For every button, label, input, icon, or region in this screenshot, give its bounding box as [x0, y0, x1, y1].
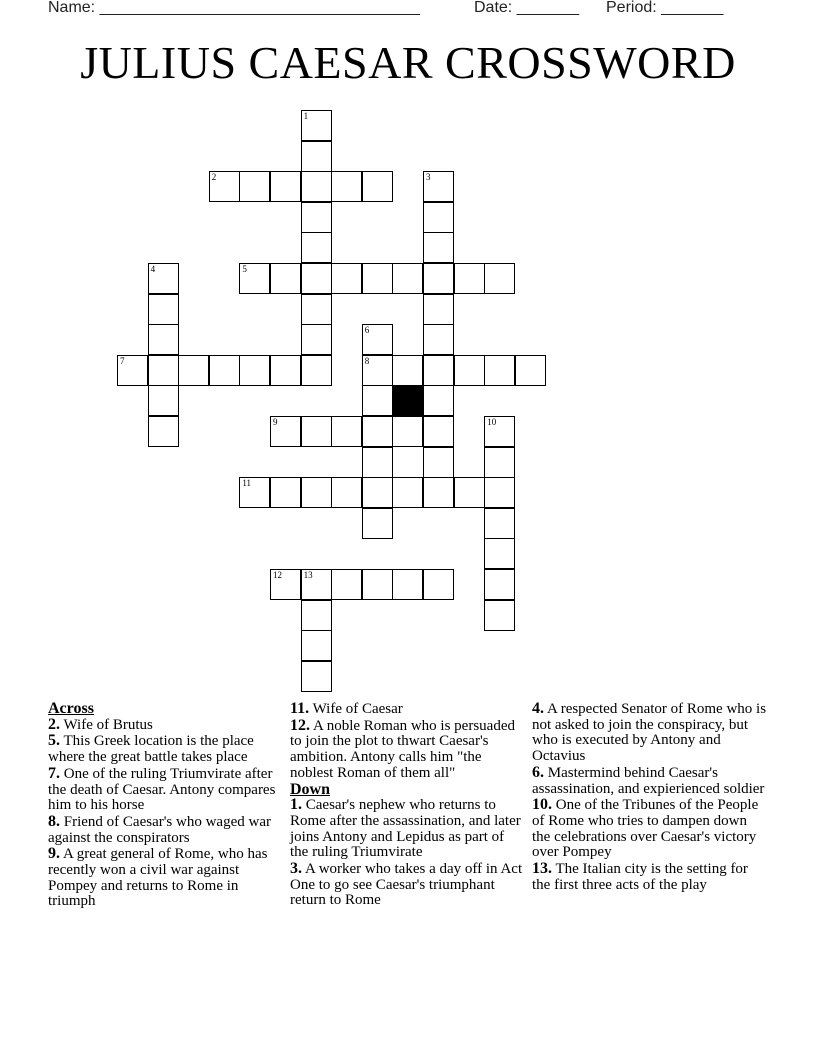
clue-text: A worker who takes a day off in Act One to go see Caesar's triumphant return to Rome [290, 861, 523, 909]
grid-cell[interactable] [331, 263, 362, 294]
cell-number: 1 [303, 111, 309, 121]
grid-cell[interactable] [423, 569, 454, 600]
grid-cell[interactable] [484, 263, 515, 294]
grid-cell[interactable] [301, 232, 332, 263]
grid-cell[interactable] [148, 355, 179, 386]
cell-number: 5 [242, 264, 247, 274]
clue-text: Friend of Caesar's who waged war against the conspirators [48, 813, 271, 846]
grid-cell[interactable] [362, 569, 393, 600]
clue-number: 11. [290, 700, 310, 717]
cell-number: 11 [242, 478, 252, 489]
clue-text: One of the ruling Triumvirate after the death of Caesar. Antony compares him to his horse [48, 765, 276, 814]
cell-number: 12 [273, 570, 282, 580]
grid-cell[interactable] [454, 263, 485, 294]
grid-cell[interactable] [392, 569, 423, 600]
grid-cell[interactable] [423, 232, 454, 263]
grid-cell[interactable] [239, 171, 270, 202]
grid-cell[interactable] [362, 171, 393, 202]
cell-number: 10 [487, 417, 497, 427]
clue-text: A noble Roman who is persuaded to join the plot to thwart Caesar's ambition. Antony calls him "the noblest Roman of them all" [290, 717, 515, 781]
clue-number: 3. [290, 860, 302, 878]
grid-cell[interactable] [484, 538, 515, 569]
grid-cell[interactable] [423, 324, 454, 355]
clue-number: 12. [290, 716, 310, 734]
grid-cell[interactable] [301, 630, 332, 661]
grid-cell[interactable] [331, 477, 362, 508]
clue-down-1 [290, 797, 526, 861]
grid-cell[interactable] [301, 110, 332, 141]
grid-cell[interactable] [454, 477, 485, 508]
clue-number: 13. [532, 860, 552, 878]
grid-cell[interactable] [117, 355, 148, 386]
grid-cell[interactable] [423, 171, 454, 202]
grid-cell[interactable] [392, 355, 423, 386]
grid-cell[interactable] [209, 171, 240, 202]
cell-number: 7 [120, 355, 125, 366]
grid-cell[interactable] [301, 141, 332, 172]
date-field[interactable]: Date: _______ [474, 0, 579, 16]
grid-cell[interactable] [331, 171, 362, 202]
grid-cell[interactable] [301, 416, 332, 447]
grid-cell[interactable] [301, 171, 332, 202]
grid-cell[interactable] [423, 447, 454, 478]
clue-across-8 [48, 814, 284, 846]
clue-column-1 [48, 701, 284, 910]
grid-cell[interactable] [484, 600, 515, 631]
cell-number: 6 [364, 325, 370, 336]
cell-number: 9 [273, 417, 278, 427]
cell-number: 2 [211, 172, 217, 183]
grid-cell[interactable] [331, 416, 362, 447]
across-heading: Across [48, 700, 94, 717]
grid-cell[interactable] [423, 477, 454, 508]
clue-across-9 [48, 846, 284, 910]
grid-cell[interactable] [301, 477, 332, 508]
grid-cell[interactable] [270, 416, 301, 447]
grid-cell[interactable] [148, 324, 179, 355]
grid-cell[interactable] [392, 263, 423, 294]
grid-cell[interactable] [362, 385, 393, 416]
clue-down-13 [532, 861, 768, 893]
grid-cell[interactable] [331, 569, 362, 600]
grid-cell[interactable] [362, 324, 393, 355]
grid-cell[interactable] [362, 508, 393, 539]
black-cell [392, 385, 423, 416]
clue-down-3 [290, 861, 526, 909]
grid-cell[interactable] [392, 416, 423, 447]
grid-cell[interactable] [484, 477, 515, 508]
grid-cell[interactable] [484, 355, 515, 386]
grid-cell[interactable] [362, 416, 393, 447]
clue-column-3 [532, 701, 768, 893]
grid-cell[interactable] [362, 447, 393, 478]
grid-cell[interactable] [362, 263, 393, 294]
grid-cell[interactable] [454, 355, 485, 386]
clue-number: 7. [48, 764, 60, 782]
clue-down-4 [532, 701, 768, 765]
cell-number: 8 [364, 355, 370, 366]
grid-cell[interactable] [148, 416, 179, 447]
grid-cell[interactable] [423, 202, 454, 233]
grid-cell[interactable] [301, 600, 332, 631]
clue-text: A great general of Rome, who has recently won a civil war against Pompey and returns to Rome in triumph [48, 846, 268, 910]
cell-number: 4 [150, 264, 156, 274]
clue-number: 6. [532, 763, 544, 781]
clue-across-2 [48, 717, 284, 734]
clue-number: 5. [48, 732, 60, 750]
clue-number: 10. [532, 796, 552, 814]
grid-cell[interactable] [239, 355, 270, 386]
grid-cell[interactable] [423, 263, 454, 294]
grid-cell[interactable] [301, 355, 332, 386]
grid-cell[interactable] [423, 294, 454, 325]
cell-number: 13 [303, 570, 313, 580]
grid-cell[interactable] [301, 569, 332, 600]
grid-cell[interactable] [239, 263, 270, 294]
grid-cell[interactable] [301, 661, 332, 692]
page-title: JULIUS CAESAR CROSSWORD [80, 37, 736, 88]
grid-cell[interactable] [209, 355, 240, 386]
grid-cell[interactable] [148, 385, 179, 416]
grid-cell[interactable] [484, 508, 515, 539]
down-heading: Down [290, 780, 331, 798]
grid-cell[interactable] [423, 355, 454, 386]
grid-cell[interactable] [423, 385, 454, 416]
grid-cell[interactable] [301, 294, 332, 325]
clue-number: 8. [48, 812, 60, 830]
grid-cell[interactable] [239, 477, 270, 508]
grid-cell[interactable] [515, 355, 546, 386]
clue-across-12 [290, 718, 526, 782]
grid-cell[interactable] [270, 263, 301, 294]
clue-text: One of the Tribunes of the People of Rome who tries to dampen down the celebrations over Caesar's victory over Pompey [532, 797, 759, 861]
name-field[interactable]: Name: ____________________________________ [48, 0, 420, 16]
grid-cell[interactable] [270, 569, 301, 600]
clue-number: 9. [48, 845, 60, 863]
clue-text: Wife of Brutus [63, 716, 153, 733]
grid-cell[interactable] [484, 569, 515, 600]
clue-number: 1. [290, 796, 302, 814]
clue-across-5 [48, 733, 284, 765]
grid-cell[interactable] [301, 324, 332, 355]
grid-cell[interactable] [270, 355, 301, 386]
grid-cell[interactable] [392, 477, 423, 508]
grid-cell[interactable] [178, 355, 209, 386]
grid-cell[interactable] [148, 263, 179, 294]
grid-cell[interactable] [270, 171, 301, 202]
clue-number: 2. [48, 715, 60, 733]
clue-text: Mastermind behind Caesar's assassination, and expierienced soldier [532, 764, 765, 797]
grid-cell[interactable] [423, 416, 454, 447]
clue-text: A respected Senator of Rome who is not asked to join the conspiracy, but who is executed by Antony and Octavius [532, 701, 767, 765]
grid-cell[interactable] [484, 416, 515, 447]
grid-cell[interactable] [148, 294, 179, 325]
period-field[interactable]: Period: _______ [606, 0, 724, 16]
grid-cell[interactable] [301, 263, 332, 294]
clue-down-10 [532, 797, 768, 861]
clue-number: 4. [532, 700, 544, 717]
grid-cell[interactable] [362, 355, 393, 386]
clue-down-6 [532, 765, 768, 797]
clue-text: Wife of Caesar [312, 701, 403, 717]
grid-cell[interactable] [362, 477, 393, 508]
clue-column-2 [290, 701, 526, 909]
cell-number: 3 [426, 172, 431, 183]
clue-text: Caesar's nephew who returns to Rome after the assassination, and later joins Antony and Lepidus as part of the ruling Triumvirate [290, 797, 521, 861]
grid-cell[interactable] [301, 202, 332, 233]
grid-cell[interactable] [270, 477, 301, 508]
clue-text: This Greek location is the place where the great battle takes place [48, 733, 254, 766]
clue-across-7 [48, 766, 284, 814]
clue-across-11 [290, 701, 526, 718]
clue-text: The Italian city is the setting for the first three acts of the play [532, 861, 748, 893]
grid-cell[interactable] [484, 447, 515, 478]
